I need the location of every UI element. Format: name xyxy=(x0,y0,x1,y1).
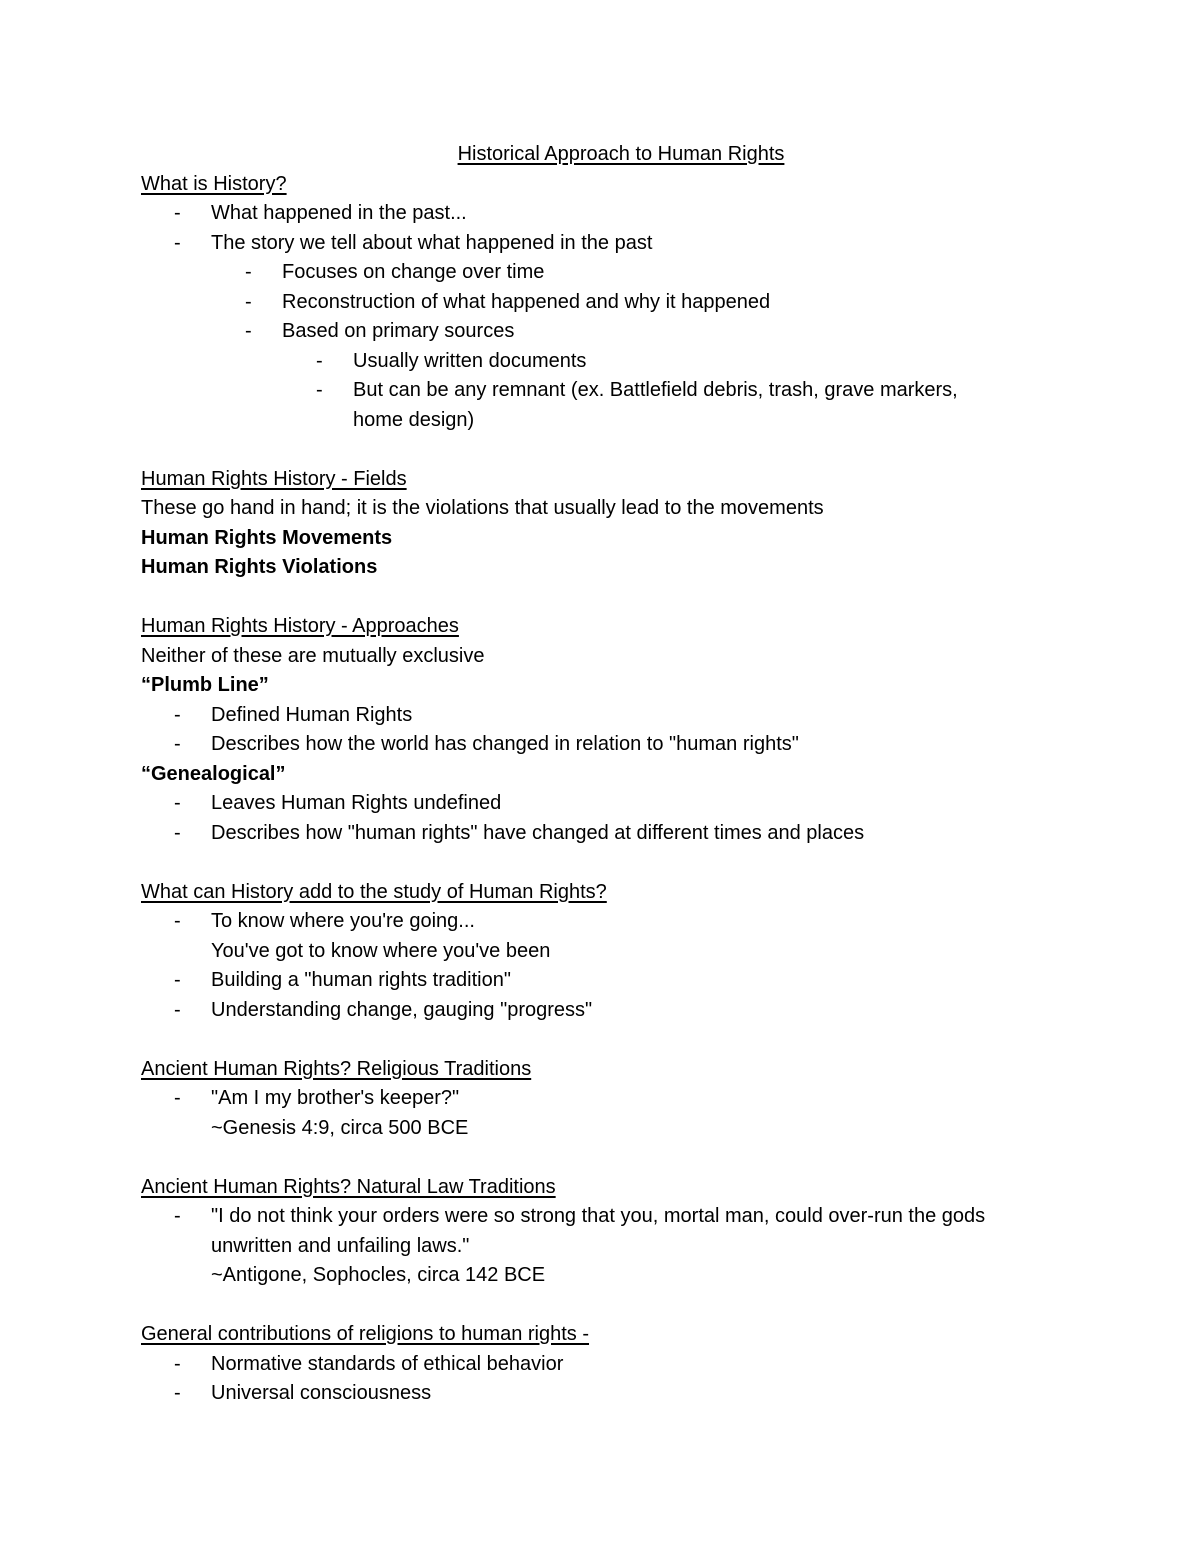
paragraph: Neither of these are mutually exclusive xyxy=(141,644,485,667)
bullet-dash: - xyxy=(174,703,181,726)
bullet-dash: - xyxy=(174,1087,181,1109)
list-item: - Usually written documents xyxy=(141,347,1101,377)
list-item: - What happened in the past... xyxy=(141,199,1101,229)
list-item: - Defined Human Rights xyxy=(141,701,1101,731)
bullet-dash: - xyxy=(174,969,181,991)
document-title: Historical Approach to Human Rights xyxy=(457,143,785,165)
paragraph: These go hand in hand; it is the violations that usually lead to the movements xyxy=(141,497,824,519)
section-heading-what-is-history: What is History? xyxy=(141,172,287,195)
bullet-dash: - xyxy=(174,202,181,224)
list-item: - Universal consciousness xyxy=(141,1379,1101,1409)
section-heading-history-add: What can History add to the study of Human Rights? xyxy=(141,880,607,903)
bullet-dash: - xyxy=(316,349,323,372)
list-item: - Describes how the world has changed in relation to "human rights" xyxy=(141,730,1101,760)
bold-term: Human Rights Movements xyxy=(141,526,393,549)
list-item: - Describes how "human rights" have changed at different times and places xyxy=(141,819,1101,849)
bullet-dash: - xyxy=(174,821,181,844)
section-heading-natural-law: Ancient Human Rights? Natural Law Traditions xyxy=(141,1175,556,1198)
section-heading-contributions: General contributions of religions to human rights - xyxy=(141,1323,590,1345)
bold-term: Human Rights Violations xyxy=(141,556,378,578)
list-item: - Understanding change, gauging "progress" xyxy=(141,996,1101,1026)
list-item: - "Am I my brother's keeper?" xyxy=(141,1084,1101,1114)
section-heading-fields: Human Rights History - Fields xyxy=(141,467,407,490)
bullet-dash: - xyxy=(174,792,181,814)
list-item: - Focuses on change over time xyxy=(141,258,1101,288)
quote-attribution: ~Genesis 4:9, circa 500 BCE xyxy=(211,1116,469,1139)
list-item: - But can be any remnant (ex. Battlefield debris, trash, grave markers, xyxy=(141,376,1101,406)
list-item: - Normative standards of ethical behavior xyxy=(141,1350,1101,1380)
bullet-dash: - xyxy=(174,733,181,755)
section-heading-approaches: Human Rights History - Approaches xyxy=(141,615,459,637)
bullet-dash: - xyxy=(174,910,181,932)
section-heading-religious-traditions: Ancient Human Rights? Religious Traditions xyxy=(141,1057,532,1080)
bullet-dash: - xyxy=(245,290,252,313)
bullet-dash: - xyxy=(174,231,181,254)
bold-term: “Plumb Line” xyxy=(141,674,269,696)
bullet-dash: - xyxy=(174,1205,181,1227)
bullet-dash: - xyxy=(245,261,252,283)
list-item-continuation: You've got to know where you've been xyxy=(211,939,551,962)
list-item: - Building a "human rights tradition" xyxy=(141,966,1101,996)
list-item: - The story we tell about what happened in the past xyxy=(141,229,1101,259)
list-item: - To know where you're going... xyxy=(141,907,1101,937)
quote-attribution: ~Antigone, Sophocles, circa 142 BCE xyxy=(211,1264,546,1286)
bullet-dash: - xyxy=(174,1352,181,1375)
list-item: - Leaves Human Rights undefined xyxy=(141,789,1101,819)
bullet-dash: - xyxy=(316,379,323,401)
list-item: - Reconstruction of what happened and why it happened xyxy=(141,288,1101,318)
bullet-dash: - xyxy=(174,1382,181,1404)
document-body xyxy=(141,140,1101,1409)
bullet-dash: - xyxy=(245,320,252,342)
list-item: - Based on primary sources xyxy=(141,317,1101,347)
list-item-continuation: home design) xyxy=(353,408,475,431)
bullet-dash: - xyxy=(174,998,181,1021)
list-item-continuation: unwritten and unfailing laws." xyxy=(211,1234,470,1257)
list-item: - "I do not think your orders were so strong that you, mortal man, could over-run the gods xyxy=(141,1202,1101,1232)
bold-term: “Genealogical” xyxy=(141,762,286,785)
